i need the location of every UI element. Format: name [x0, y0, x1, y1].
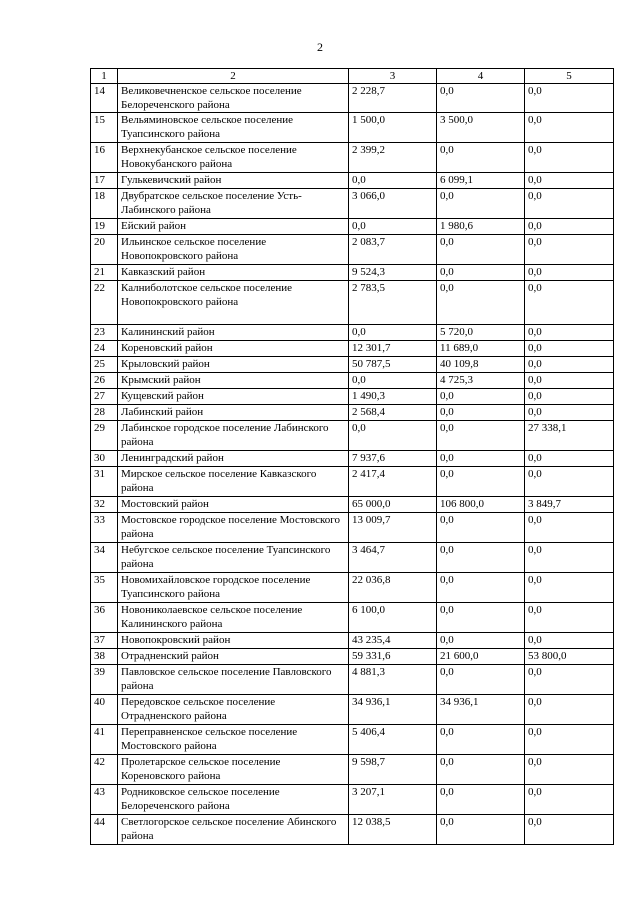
row-value-col4: 5 720,0 [437, 325, 525, 341]
row-name: Передовское сельское поселение Отрадненского района [118, 695, 349, 725]
row-value-col5: 0,0 [525, 815, 614, 845]
row-value-col4: 3 500,0 [437, 113, 525, 143]
row-value-col5: 0,0 [525, 235, 614, 265]
row-value-col3: 1 500,0 [349, 113, 437, 143]
column-header-5: 5 [525, 69, 614, 84]
row-value-col4: 0,0 [437, 451, 525, 467]
table-row [91, 497, 614, 513]
row-name: Небугское сельское поселение Туапсинского района [118, 543, 349, 573]
row-value-col3: 2 399,2 [349, 143, 437, 173]
table-row [91, 189, 614, 219]
row-name: Кореновский район [118, 341, 349, 357]
row-number: 33 [91, 513, 118, 543]
header-row [91, 69, 614, 84]
row-value-col3: 2 568,4 [349, 405, 437, 421]
row-name: Ильинское сельское поселение Новопокровского района [118, 235, 349, 265]
table-row [91, 357, 614, 373]
row-name: Калниболотское сельское поселение Новопокровского района [118, 281, 349, 325]
row-value-col5: 0,0 [525, 389, 614, 405]
row-value-col4: 0,0 [437, 785, 525, 815]
row-number: 35 [91, 573, 118, 603]
row-number: 24 [91, 341, 118, 357]
row-value-col4: 0,0 [437, 665, 525, 695]
column-header-3: 3 [349, 69, 437, 84]
row-value-col3: 0,0 [349, 421, 437, 451]
row-number: 19 [91, 219, 118, 235]
table-row [91, 451, 614, 467]
table-row [91, 543, 614, 573]
row-number: 26 [91, 373, 118, 389]
row-number: 30 [91, 451, 118, 467]
table-row [91, 405, 614, 421]
row-number: 17 [91, 173, 118, 189]
table-body [91, 84, 614, 845]
row-value-col4: 0,0 [437, 281, 525, 325]
row-number: 22 [91, 281, 118, 325]
table-row [91, 421, 614, 451]
row-value-col5: 0,0 [525, 373, 614, 389]
row-value-col5: 0,0 [525, 633, 614, 649]
column-header-4: 4 [437, 69, 525, 84]
table-row [91, 603, 614, 633]
row-value-col5: 0,0 [525, 173, 614, 189]
row-value-col4: 0,0 [437, 603, 525, 633]
row-value-col5: 0,0 [525, 84, 614, 113]
row-value-col5: 0,0 [525, 695, 614, 725]
table-row [91, 665, 614, 695]
row-value-col4: 0,0 [437, 815, 525, 845]
table-row [91, 219, 614, 235]
row-number: 41 [91, 725, 118, 755]
row-number: 36 [91, 603, 118, 633]
row-name: Лабинский район [118, 405, 349, 421]
row-value-col5: 0,0 [525, 725, 614, 755]
row-value-col5: 0,0 [525, 603, 614, 633]
row-value-col3: 3 464,7 [349, 543, 437, 573]
table-row [91, 341, 614, 357]
row-value-col3: 0,0 [349, 219, 437, 235]
row-number: 44 [91, 815, 118, 845]
row-value-col3: 50 787,5 [349, 357, 437, 373]
row-value-col4: 0,0 [437, 84, 525, 113]
row-number: 40 [91, 695, 118, 725]
table-row [91, 143, 614, 173]
table-row [91, 695, 614, 725]
row-value-col3: 7 937,6 [349, 451, 437, 467]
allocation-table [90, 68, 614, 845]
row-number: 21 [91, 265, 118, 281]
row-value-col4: 0,0 [437, 235, 525, 265]
row-name: Мостовский район [118, 497, 349, 513]
row-value-col5: 0,0 [525, 325, 614, 341]
row-name: Ейский район [118, 219, 349, 235]
row-value-col4: 0,0 [437, 573, 525, 603]
row-name: Пролетарское сельское поселение Кореновского района [118, 755, 349, 785]
row-number: 27 [91, 389, 118, 405]
row-name: Кавказский район [118, 265, 349, 281]
row-value-col4: 0,0 [437, 467, 525, 497]
table-row [91, 84, 614, 113]
table-row [91, 173, 614, 189]
row-value-col4: 0,0 [437, 389, 525, 405]
table-row [91, 633, 614, 649]
row-name: Великовечненское сельское поселение Белореченского района [118, 84, 349, 113]
row-number: 34 [91, 543, 118, 573]
table-row [91, 235, 614, 265]
row-name: Новониколаевское сельское поселение Калининского района [118, 603, 349, 633]
row-name: Павловское сельское поселение Павловского района [118, 665, 349, 695]
row-value-col5: 0,0 [525, 467, 614, 497]
column-header-1: 1 [91, 69, 118, 84]
table-row [91, 467, 614, 497]
row-value-col3: 0,0 [349, 173, 437, 189]
row-value-col5: 0,0 [525, 143, 614, 173]
row-value-col3: 13 009,7 [349, 513, 437, 543]
row-value-col5: 27 338,1 [525, 421, 614, 451]
table-row [91, 325, 614, 341]
row-value-col5: 0,0 [525, 405, 614, 421]
row-name: Крымский район [118, 373, 349, 389]
row-number: 25 [91, 357, 118, 373]
row-value-col5: 0,0 [525, 341, 614, 357]
row-name: Лабинское городское поселение Лабинского района [118, 421, 349, 451]
row-number: 20 [91, 235, 118, 265]
row-value-col4: 0,0 [437, 265, 525, 281]
row-value-col4: 0,0 [437, 189, 525, 219]
row-name: Мирское сельское поселение Кавказского района [118, 467, 349, 497]
row-value-col3: 65 000,0 [349, 497, 437, 513]
row-name: Верхнекубанское сельское поселение Новокубанского района [118, 143, 349, 173]
row-value-col3: 22 036,8 [349, 573, 437, 603]
row-name: Отрадненский район [118, 649, 349, 665]
row-value-col5: 0,0 [525, 513, 614, 543]
row-name: Мостовское городское поселение Мостовского района [118, 513, 349, 543]
row-value-col4: 106 800,0 [437, 497, 525, 513]
row-name: Переправненское сельское поселение Мостовского района [118, 725, 349, 755]
row-value-col3: 3 207,1 [349, 785, 437, 815]
table-row [91, 725, 614, 755]
row-value-col3: 1 490,3 [349, 389, 437, 405]
page-number: 2 [317, 40, 323, 54]
table-row [91, 113, 614, 143]
row-value-col3: 12 301,7 [349, 341, 437, 357]
row-number: 42 [91, 755, 118, 785]
row-value-col5: 0,0 [525, 755, 614, 785]
row-value-col3: 59 331,6 [349, 649, 437, 665]
row-value-col3: 34 936,1 [349, 695, 437, 725]
row-value-col3: 9 598,7 [349, 755, 437, 785]
row-value-col5: 0,0 [525, 189, 614, 219]
row-value-col5: 0,0 [525, 113, 614, 143]
row-value-col3: 2 417,4 [349, 467, 437, 497]
row-number: 31 [91, 467, 118, 497]
row-value-col4: 0,0 [437, 543, 525, 573]
table-row [91, 281, 614, 325]
row-value-col5: 0,0 [525, 451, 614, 467]
row-value-col5: 0,0 [525, 219, 614, 235]
table-row [91, 389, 614, 405]
row-value-col3: 0,0 [349, 373, 437, 389]
column-header-2: 2 [118, 69, 349, 84]
row-value-col3: 3 066,0 [349, 189, 437, 219]
table-row [91, 755, 614, 785]
row-number: 28 [91, 405, 118, 421]
row-name: Калининский район [118, 325, 349, 341]
row-number: 38 [91, 649, 118, 665]
row-value-col5: 0,0 [525, 785, 614, 815]
row-value-col3: 2 783,5 [349, 281, 437, 325]
row-number: 18 [91, 189, 118, 219]
row-number: 29 [91, 421, 118, 451]
row-value-col4: 6 099,1 [437, 173, 525, 189]
table-row [91, 649, 614, 665]
row-value-col4: 0,0 [437, 755, 525, 785]
row-name: Крыловский район [118, 357, 349, 373]
row-value-col5: 0,0 [525, 281, 614, 325]
table-row [91, 573, 614, 603]
row-number: 32 [91, 497, 118, 513]
row-number: 37 [91, 633, 118, 649]
row-value-col3: 43 235,4 [349, 633, 437, 649]
row-value-col4: 40 109,8 [437, 357, 525, 373]
row-number: 16 [91, 143, 118, 173]
row-name: Новопокровский район [118, 633, 349, 649]
row-number: 43 [91, 785, 118, 815]
row-value-col4: 4 725,3 [437, 373, 525, 389]
row-value-col5: 3 849,7 [525, 497, 614, 513]
row-value-col3: 5 406,4 [349, 725, 437, 755]
row-number: 14 [91, 84, 118, 113]
row-name: Ленинградский район [118, 451, 349, 467]
row-name: Светлогорское сельское поселение Абинского района [118, 815, 349, 845]
row-value-col3: 12 038,5 [349, 815, 437, 845]
row-value-col4: 21 600,0 [437, 649, 525, 665]
row-name: Гулькевичский район [118, 173, 349, 189]
row-value-col5: 0,0 [525, 573, 614, 603]
row-value-col4: 1 980,6 [437, 219, 525, 235]
row-number: 39 [91, 665, 118, 695]
row-value-col5: 0,0 [525, 357, 614, 373]
row-value-col3: 9 524,3 [349, 265, 437, 281]
row-name: Вельяминовское сельское поселение Туапсинского района [118, 113, 349, 143]
table-row [91, 265, 614, 281]
row-value-col3: 2 228,7 [349, 84, 437, 113]
row-value-col4: 34 936,1 [437, 695, 525, 725]
row-value-col4: 0,0 [437, 143, 525, 173]
row-name: Двубратское сельское поселение Усть-Лабинского района [118, 189, 349, 219]
row-number: 23 [91, 325, 118, 341]
row-value-col5: 0,0 [525, 543, 614, 573]
table-row [91, 513, 614, 543]
row-name: Кущевский район [118, 389, 349, 405]
row-value-col4: 0,0 [437, 421, 525, 451]
row-value-col3: 0,0 [349, 325, 437, 341]
row-value-col5: 0,0 [525, 665, 614, 695]
table-row [91, 785, 614, 815]
row-value-col4: 0,0 [437, 725, 525, 755]
row-value-col4: 11 689,0 [437, 341, 525, 357]
row-value-col3: 2 083,7 [349, 235, 437, 265]
row-value-col3: 4 881,3 [349, 665, 437, 695]
table-row [91, 815, 614, 845]
row-number: 15 [91, 113, 118, 143]
row-value-col4: 0,0 [437, 513, 525, 543]
row-value-col5: 53 800,0 [525, 649, 614, 665]
row-value-col3: 6 100,0 [349, 603, 437, 633]
row-name: Родниковское сельское поселение Белореченского района [118, 785, 349, 815]
row-value-col4: 0,0 [437, 633, 525, 649]
row-name: Новомихайловское городское поселение Туапсинского района [118, 573, 349, 603]
table-row [91, 373, 614, 389]
row-value-col4: 0,0 [437, 405, 525, 421]
row-value-col5: 0,0 [525, 265, 614, 281]
